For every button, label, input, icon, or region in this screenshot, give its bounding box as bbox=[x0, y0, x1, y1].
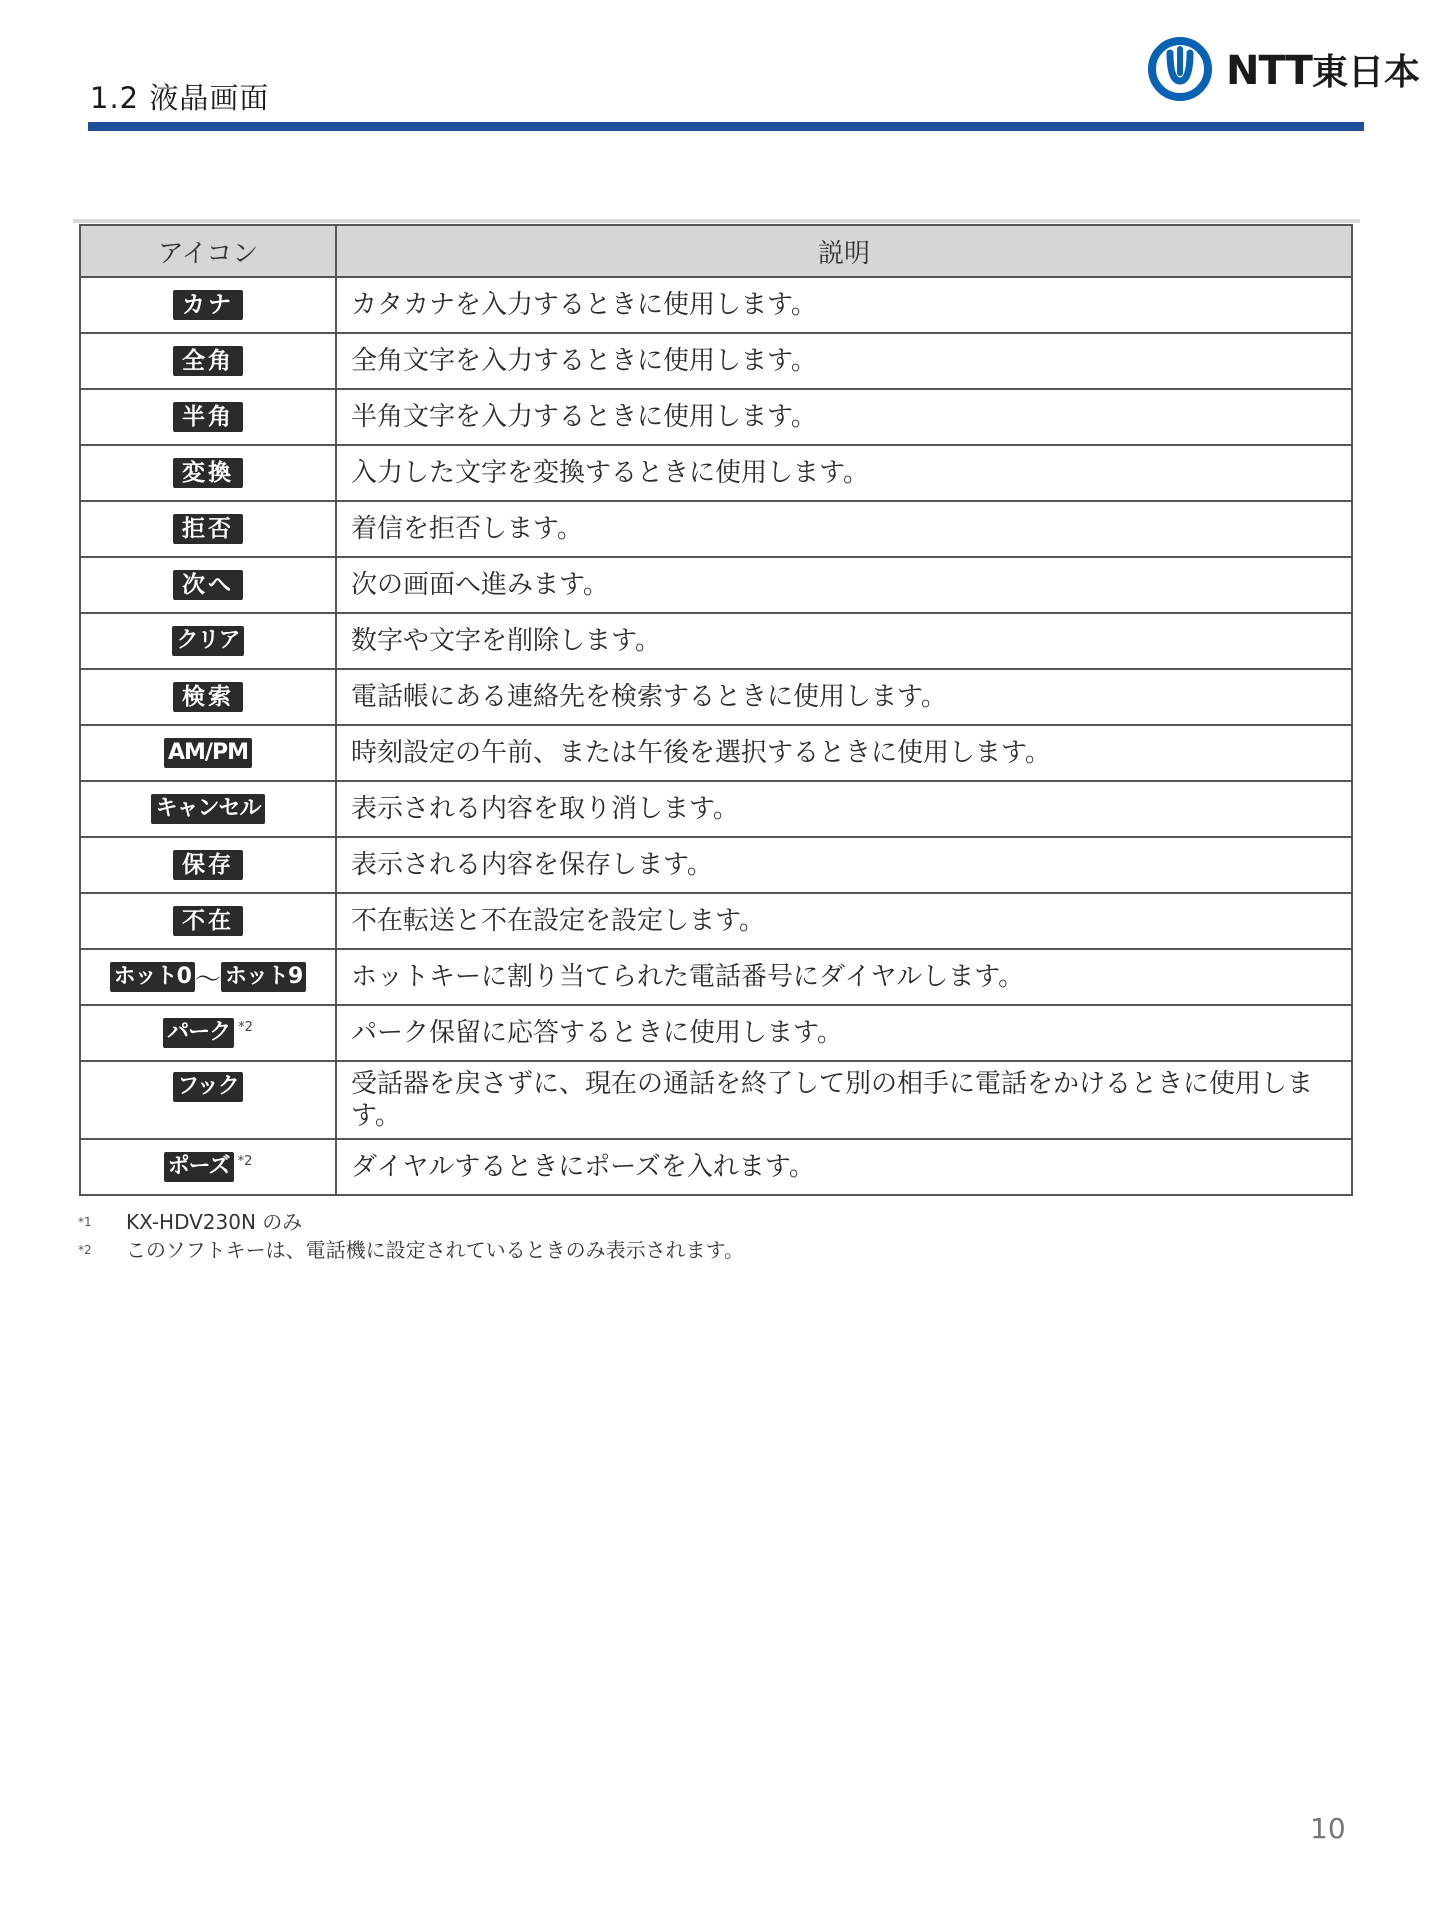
softkey-icon-table bbox=[79, 224, 1353, 1196]
table-row bbox=[80, 781, 1352, 837]
kana-key-icon: カナ bbox=[173, 290, 243, 320]
description-cell: 時刻設定の午前、または午後を選択するときに使用します。 bbox=[336, 725, 1352, 781]
icon-cell bbox=[80, 1139, 336, 1195]
description-cell: 電話帳にある連絡先を検索するときに使用します。 bbox=[336, 669, 1352, 725]
icon-cell bbox=[80, 389, 336, 445]
table-header-row bbox=[80, 225, 1352, 277]
table-row bbox=[80, 277, 1352, 333]
section-title: 1.2 液晶画面 bbox=[90, 81, 270, 115]
page-number: 10 bbox=[1310, 1812, 1346, 1845]
table-row bbox=[80, 1005, 1352, 1061]
table-top-shadow bbox=[73, 219, 1360, 223]
absent-key-icon: 不在 bbox=[173, 906, 243, 936]
hook-key-icon: フック bbox=[173, 1072, 242, 1102]
description-cell: 入力した文字を変換するときに使用します。 bbox=[336, 445, 1352, 501]
hankaku-key-icon: 半角 bbox=[173, 402, 243, 432]
description-cell: 次の画面へ進みます。 bbox=[336, 557, 1352, 613]
table-row bbox=[80, 501, 1352, 557]
footnotes bbox=[78, 1208, 744, 1264]
footnote-mark: *2 bbox=[78, 1243, 92, 1257]
icon-cell bbox=[80, 669, 336, 725]
footnote-ref: *2 bbox=[237, 1154, 253, 1170]
column-header-description: 説明 bbox=[336, 225, 1352, 277]
ampm-key-icon: AM/PM bbox=[164, 738, 252, 768]
footnote bbox=[78, 1236, 744, 1264]
logo-region: 東日本 bbox=[1311, 51, 1420, 93]
table-row bbox=[80, 333, 1352, 389]
description-cell: 表示される内容を取り消します。 bbox=[336, 781, 1352, 837]
icon-cell bbox=[80, 501, 336, 557]
description-cell: カタカナを入力するときに使用します。 bbox=[336, 277, 1352, 333]
description-cell: ダイヤルするときにポーズを入れます。 bbox=[336, 1139, 1352, 1195]
park-key-icon: パーク bbox=[163, 1018, 234, 1048]
description-cell: 半角文字を入力するときに使用します。 bbox=[336, 389, 1352, 445]
table-row bbox=[80, 669, 1352, 725]
logo-brand: NTT bbox=[1226, 47, 1312, 94]
ntt-logo bbox=[1146, 34, 1420, 104]
description-cell: 全角文字を入力するときに使用します。 bbox=[336, 333, 1352, 389]
ntt-logo-icon bbox=[1146, 35, 1214, 103]
description-cell: ホットキーに割り当てられた電話番号にダイヤルします。 bbox=[336, 949, 1352, 1005]
hot0-key-icon: ホット0 bbox=[110, 962, 195, 992]
table-row bbox=[80, 893, 1352, 949]
icon-cell bbox=[80, 613, 336, 669]
icon-cell bbox=[80, 837, 336, 893]
icon-cell bbox=[80, 445, 336, 501]
pause-key-icon: ポーズ bbox=[164, 1152, 234, 1182]
icon-cell bbox=[80, 1005, 336, 1061]
convert-key-icon: 変換 bbox=[173, 458, 243, 488]
table-row bbox=[80, 613, 1352, 669]
table-row bbox=[80, 389, 1352, 445]
table-row bbox=[80, 837, 1352, 893]
description-cell: 表示される内容を保存します。 bbox=[336, 837, 1352, 893]
description-cell: パーク保留に応答するときに使用します。 bbox=[336, 1005, 1352, 1061]
table-row bbox=[80, 725, 1352, 781]
next-key-icon: 次へ bbox=[173, 570, 243, 600]
icon-cell bbox=[80, 893, 336, 949]
logo-wordmark bbox=[1226, 44, 1420, 95]
footnote-ref: *2 bbox=[238, 1020, 253, 1036]
icon-cell bbox=[80, 333, 336, 389]
footnote-text: このソフトキーは、電話機に設定されているときのみ表示されます。 bbox=[126, 1238, 744, 1262]
save-key-icon: 保存 bbox=[173, 850, 243, 880]
table-row bbox=[80, 949, 1352, 1005]
icon-cell bbox=[80, 725, 336, 781]
footnote-text: KX-HDV230N のみ bbox=[126, 1210, 303, 1234]
table-row bbox=[80, 1061, 1352, 1139]
description-cell: 不在転送と不在設定を設定します。 bbox=[336, 893, 1352, 949]
description-cell: 着信を拒否します。 bbox=[336, 501, 1352, 557]
icon-cell bbox=[80, 1061, 336, 1139]
icon-cell bbox=[80, 781, 336, 837]
cancel-key-icon: キャンセル bbox=[151, 794, 264, 824]
icon-cell bbox=[80, 949, 336, 1005]
header-rule bbox=[88, 122, 1364, 131]
icon-cell bbox=[80, 277, 336, 333]
search-key-icon: 検索 bbox=[173, 682, 243, 712]
clear-key-icon: クリア bbox=[172, 626, 243, 656]
table-row bbox=[80, 445, 1352, 501]
description-cell: 受話器を戻さずに、現在の通話を終了して別の相手に電話をかけるときに使用します。 bbox=[336, 1061, 1352, 1139]
hot9-key-icon: ホット9 bbox=[221, 962, 306, 992]
table-row bbox=[80, 557, 1352, 613]
icon-cell bbox=[80, 557, 336, 613]
reject-key-icon: 拒否 bbox=[173, 514, 243, 544]
table-row bbox=[80, 1139, 1352, 1195]
range-separator: 〜 bbox=[194, 964, 221, 995]
footnote bbox=[78, 1208, 744, 1236]
description-cell: 数字や文字を削除します。 bbox=[336, 613, 1352, 669]
column-header-icon: アイコン bbox=[80, 225, 336, 277]
footnote-mark: *1 bbox=[78, 1215, 92, 1229]
zenkaku-key-icon: 全角 bbox=[173, 346, 243, 376]
